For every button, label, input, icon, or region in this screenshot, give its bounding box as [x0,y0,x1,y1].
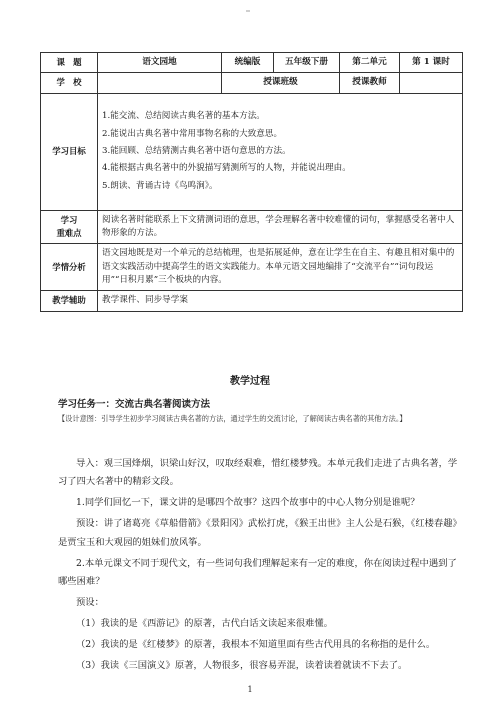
key-points-label-line1: 学习 [60,214,78,225]
lesson-plan-table [40,52,463,312]
grade-cell: 五年级下册 [274,53,340,73]
table-row [41,73,463,93]
task-title: 学习任务一：交流古典名著阅读方法 [58,399,211,410]
unit-cell: 第二单元 [340,53,400,73]
aids-text: 教学课件、同步导学案 [98,291,463,311]
paragraph: （3）我读《三国演义》原著，人物很多，很容易弄混，读着读着就读不下去了。 [76,660,408,672]
table-row [41,291,463,311]
teacher-label: 授课教师 [340,73,400,93]
period-cell: 第 1 课时 [400,53,463,73]
key-points-label [41,210,98,244]
paragraph: （1）我读的是《西游记》的原著，古代白话文读起来很难懂。 [76,618,333,629]
process-title: 教学过程 [230,376,270,387]
analysis-text: 语文园地既是对一个单元的总结梳理，也是拓展延伸，意在让学生在自主、有趣且相对集中的语文实践活动中提高学生的语文实践能力。本单元语文园地编排了“交流平台”“词句段运用”“日积月累”三个板块的内容。 [98,244,463,291]
school-label: 学 校 [41,73,98,93]
teacher-value [400,73,463,93]
objectives-label: 学习目标 [41,93,98,210]
paragraph: 2.本单元课文不同于现代文，有一些词句我们理解起来有一定的难度，你在阅读过程中遇到了哪些困难？ [58,557,457,587]
process-body [58,455,458,678]
objective-item: 5.朗读、背诵古诗《鸟鸣涧》。 [102,180,218,191]
header-mark [246,10,250,12]
key-points-label-line2: 重难点 [56,227,82,238]
table-row [41,244,463,291]
objective-item: 4.能根据古典名著中的外貌描写猜测所写的人物，并能说出理由。 [102,163,351,174]
objective-item: 1.能交流、总结阅读古典名著的基本方法。 [102,111,265,122]
paragraph: 导入：观三国烽烟，识梁山好汉，叹取经艰难，惜红楼梦残。本单元我们走进了古典名著，学习了四大名著中的精彩文段。 [58,458,458,488]
analysis-label: 学情分析 [41,244,98,291]
school-value [98,73,222,93]
paragraph: （2）我读的是《红楼梦》的原著，我根本不知道里面有些古代用具的名称指的是什么。 [76,639,436,651]
paragraph: 预设： [76,596,104,608]
table-row [41,93,463,210]
paragraph: 预设：讲了诸葛亮《草船借箭》《景阳冈》武松打虎，《猴王出世》主人公是石猴，《红楼春趣》是贾宝玉和大观园的姐妹们放风筝。 [58,518,458,548]
objectives-list [98,93,463,210]
lesson-label: 课 题 [41,53,98,73]
class-label: 授课班级 [222,73,340,93]
lesson-value: 语文园地 [98,53,222,73]
table-row [41,210,463,244]
aids-label: 教学辅助 [41,291,98,311]
objective-item: 2.能说出古典名著中常用事物名称的大致意思。 [102,128,283,139]
table-row [41,53,463,73]
page-number: 1 [247,685,253,694]
paragraph: 1.同学们回忆一下，课文讲的是哪四个故事？这四个故事中的中心人物分别是谁呢？ [76,497,420,509]
design-intent: 【设计意图：引导学生初步学习阅读古典名著的方法，通过学生的交流讨论，了解阅读古典名著的其他方法。】 [58,414,407,423]
edition-cell: 统编版 [222,53,274,73]
key-points-text: 阅读名著时能联系上下文猜测词语的意思，学会理解名著中较难懂的词句，掌握感受名著中人物形象的方法。 [98,210,463,244]
objective-item: 3.能回顾、总结猜测古典名著中语句意思的方法。 [102,145,291,156]
